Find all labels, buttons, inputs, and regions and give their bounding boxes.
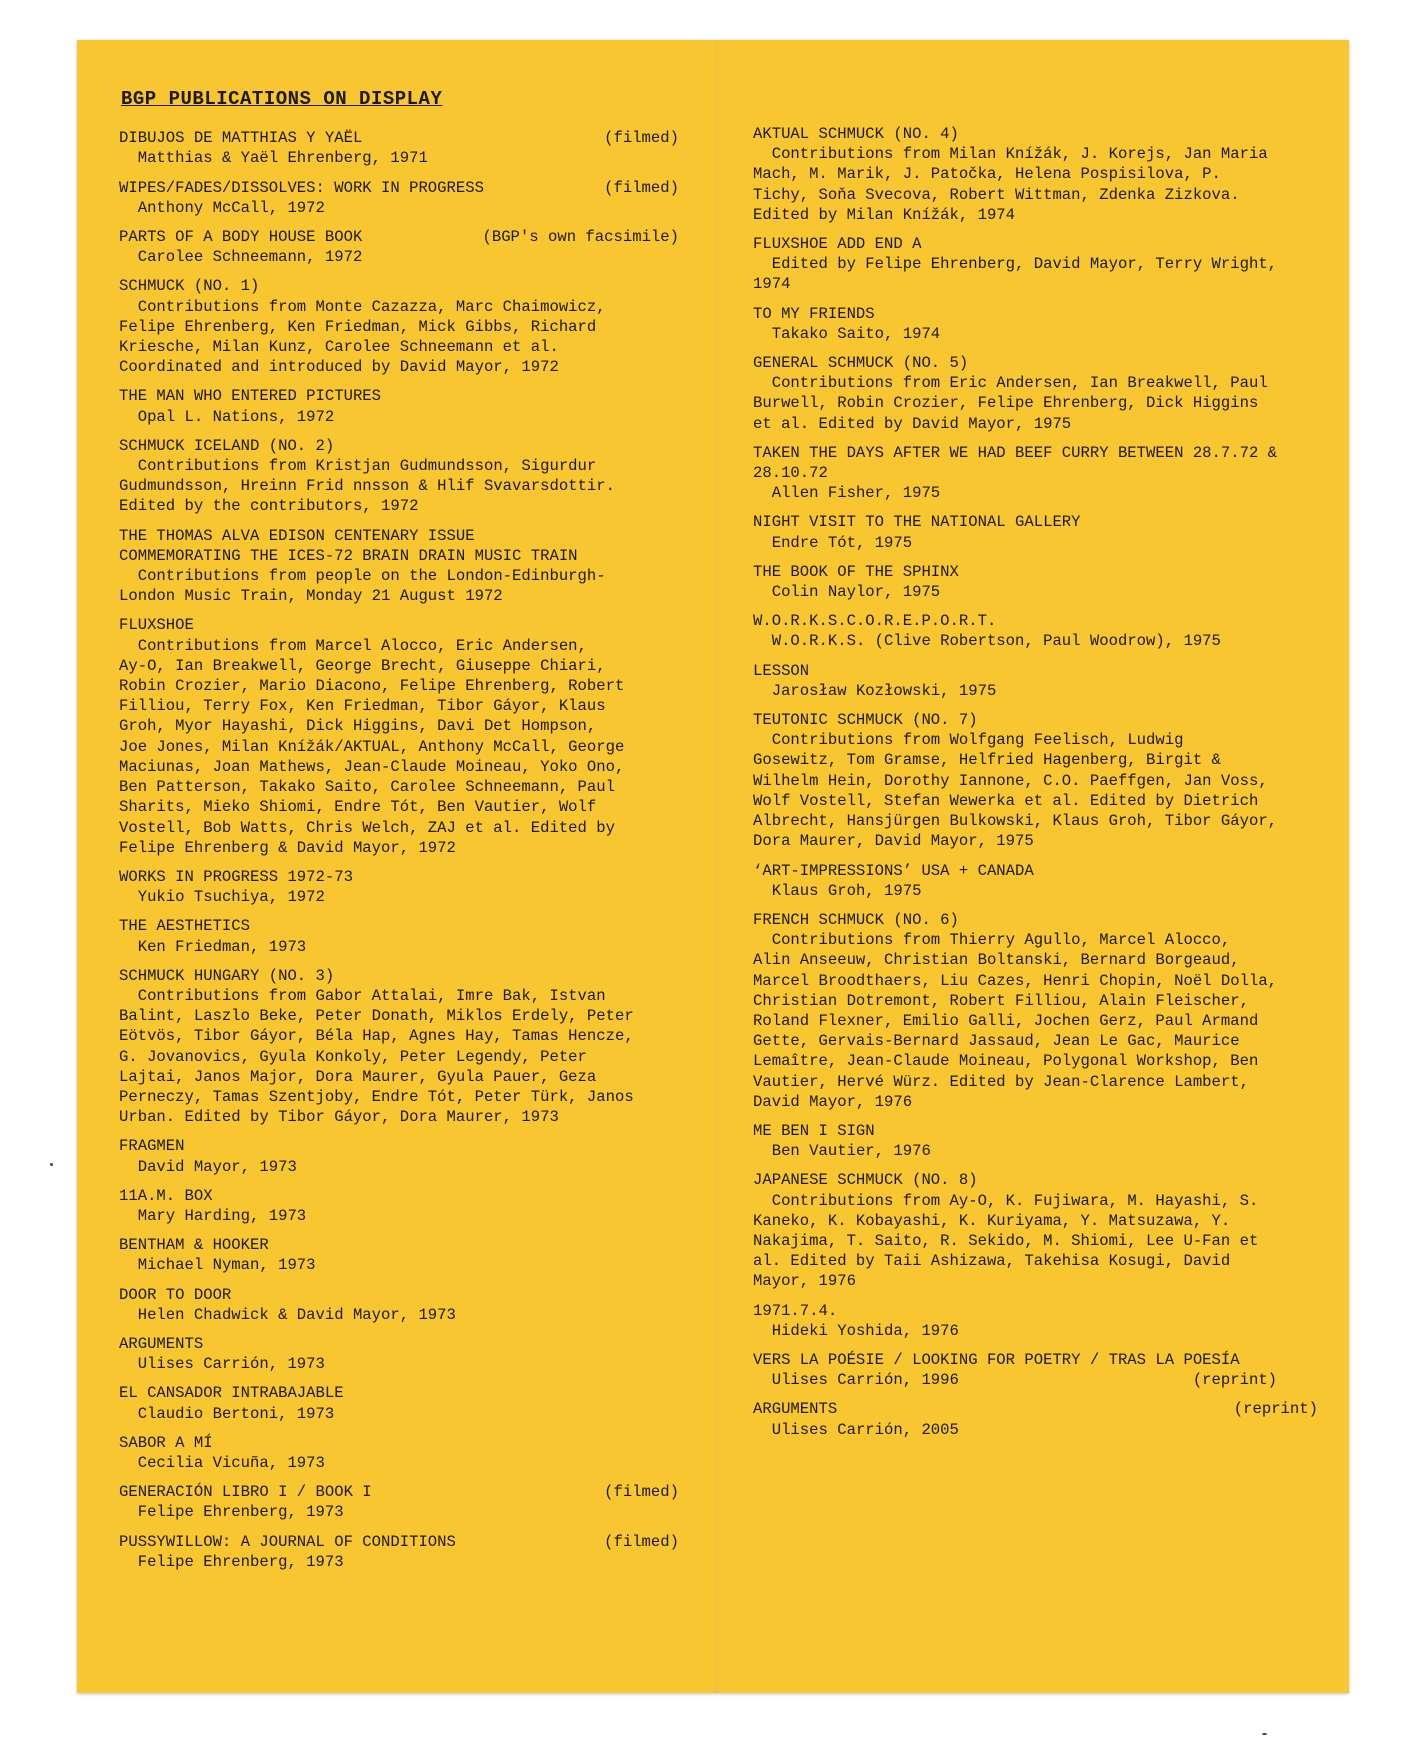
- publication-detail-line: Ay-O, Ian Breakwell, George Brecht, Giuseppe Chiari,: [119, 656, 606, 675]
- publication-entry: [119, 966, 679, 1128]
- publication-detail-line: Robin Crozier, Mario Diacono, Felipe Ehrenberg, Robert: [119, 677, 625, 696]
- publication-entry: [753, 1121, 1318, 1161]
- publication-detail-line: Filliou, Terry Fox, Ken Friedman, Tibor Gáyor, Klaus: [119, 697, 606, 716]
- publication-note: (BGP's own facsimile): [482, 228, 679, 247]
- publication-title: ME BEN I SIGN: [753, 1121, 875, 1140]
- publication-entry: [119, 1136, 679, 1176]
- publication-title-row: [119, 867, 679, 887]
- publication-title-row: [119, 1532, 679, 1552]
- publication-detail-line: Joe Jones, Milan Knížák/AKTUAL, Anthony McCall, George: [119, 737, 625, 756]
- publication-detail-line: Coordinated and introduced by David Mayor, 1972: [119, 358, 559, 377]
- publication-detail-line: Helen Chadwick & David Mayor, 1973: [119, 1305, 456, 1324]
- publication-title-row: [119, 276, 679, 296]
- publication-title: THE BOOK OF THE SPHINX: [753, 562, 959, 581]
- publication-title: 1971.7.4.: [753, 1301, 838, 1320]
- publication-entry: [753, 861, 1318, 901]
- publication-detail-line: Matthias & Yaël Ehrenberg, 1971: [119, 149, 428, 168]
- publication-detail-line: Felipe Ehrenberg, Ken Friedman, Mick Gibbs, Richard: [119, 317, 597, 336]
- publication-title: THE THOMAS ALVA EDISON CENTENARY ISSUE COMMEMORATING THE ICES-72 BRAIN DRAIN MUSIC TRAIN: [119, 526, 578, 565]
- publication-detail-line: Vautier, Hervé Würz. Edited by Jean-Clarence Lambert,: [753, 1072, 1249, 1091]
- publication-entry: [753, 611, 1318, 651]
- publication-detail-line: Wolf Vostell, Stefan Wewerka et al. Edited by Dietrich: [753, 791, 1259, 810]
- publication-detail-line: David Mayor, 1973: [119, 1157, 297, 1176]
- publication-title: PARTS OF A BODY HOUSE BOOK: [119, 228, 363, 247]
- publication-note: (filmed): [604, 178, 679, 197]
- publication-title-row: [753, 1301, 1318, 1321]
- publication-title: DIBUJOS DE MATTHIAS Y YAËL: [119, 129, 363, 148]
- publication-detail-line: Hideki Yoshida, 1976: [753, 1321, 959, 1340]
- publication-detail-line: Maciunas, Joan Mathews, Jean-Claude Moineau, Yoko Ono,: [119, 757, 625, 776]
- publication-detail-line: Edited by Felipe Ehrenberg, David Mayor, Terry Wright,: [753, 255, 1278, 274]
- publication-title: GENERACIÓN LIBRO I / BOOK I: [119, 1483, 372, 1502]
- publication-entry: [753, 1170, 1318, 1291]
- publication-entry: [119, 436, 679, 517]
- publication-title: 11A.M. BOX: [119, 1186, 213, 1205]
- publication-title: W.O.R.K.S.C.O.R.E.P.O.R.T.: [753, 612, 997, 631]
- publication-title: FRAGMEN: [119, 1137, 185, 1156]
- publication-title-row: [753, 661, 1318, 681]
- publication-detail-line: Sharits, Mieko Shiomi, Endre Tót, Ben Vautier, Wolf: [119, 798, 597, 817]
- publication-detail-line: Contributions from Marcel Alocco, Eric Andersen,: [119, 636, 587, 655]
- publication-title-row: [119, 1334, 679, 1354]
- publication-title-row: [119, 178, 679, 198]
- publication-detail-line: Felipe Ehrenberg, 1973: [119, 1552, 344, 1571]
- publication-detail-line: Contributions from people on the London-Edinburgh-: [119, 567, 606, 586]
- publication-detail-line: Kriesche, Milan Kunz, Carolee Schneemann et al.: [119, 338, 559, 357]
- publication-entry: [753, 443, 1318, 504]
- publication-title: JAPANESE SCHMUCK (NO. 8): [753, 1171, 978, 1190]
- publication-detail-line: Yukio Tsuchiya, 1972: [119, 888, 325, 907]
- publication-detail-line: Christian Dotremont, Robert Filliou, Alain Fleischer,: [753, 991, 1249, 1010]
- left-column: [119, 76, 679, 1581]
- publication-title-row: [753, 234, 1318, 254]
- publication-entry: [753, 710, 1318, 851]
- publication-title: ARGUMENTS: [119, 1334, 204, 1353]
- publication-title: THE MAN WHO ENTERED PICTURES: [119, 387, 382, 406]
- publication-title-row: [119, 128, 679, 148]
- publication-detail-line: Contributions from Milan Knížák, J. Korejs, Jan Maria: [753, 145, 1268, 164]
- publication-entry: [119, 227, 679, 267]
- publication-title: AKTUAL SCHMUCK (NO. 4): [753, 125, 959, 143]
- publication-title: GENERAL SCHMUCK (NO. 5): [753, 354, 969, 373]
- publication-detail-line: Burwell, Robin Crozier, Felipe Ehrenberg, Dick Higgins: [753, 394, 1259, 413]
- publication-detail-line: Contributions from Thierry Agullo, Marcel Alocco,: [753, 931, 1231, 950]
- publication-entry: [119, 1235, 679, 1275]
- page-heading: BGP PUBLICATIONS ON DISPLAY: [121, 88, 443, 110]
- paper-speck: [1262, 1733, 1267, 1735]
- publication-title-row: [119, 916, 679, 936]
- publication-detail-line: Urban. Edited by Tibor Gáyor, Dora Maurer, 1973: [119, 1108, 559, 1127]
- publication-entry: [119, 867, 679, 907]
- publication-entry: [119, 1383, 679, 1423]
- publication-detail-line: Endre Tót, 1975: [753, 533, 913, 552]
- publication-title: TEUTONIC SCHMUCK (NO. 7): [753, 711, 978, 730]
- publication-detail-line: Marcel Broodthaers, Liu Cazes, Henri Chopin, Noël Dolla,: [753, 971, 1278, 990]
- publication-title: DOOR TO DOOR: [119, 1285, 232, 1304]
- publication-title-row: [119, 966, 679, 986]
- publication-title: FLUXSHOE ADD END A: [753, 235, 922, 254]
- publication-title: LESSON: [753, 661, 810, 680]
- publication-detail-line: Tichy, Soňa Svecova, Robert Wittman, Zdenka Zizkova.: [753, 185, 1240, 204]
- publication-detail-line: Contributions from Monte Cazazza, Marc Chaimowicz,: [119, 297, 606, 316]
- publication-note: (reprint): [1233, 1400, 1318, 1419]
- publication-detail-line: Ulises Carrión, 2005: [753, 1420, 959, 1439]
- publication-detail-line: Dora Maurer, David Mayor, 1975: [753, 832, 1034, 851]
- publication-title-row: [119, 1285, 679, 1305]
- publication-detail-line: Roland Flexner, Emilio Galli, Jochen Gerz, Paul Armand: [753, 1011, 1259, 1030]
- publication-detail-line: Cecilia Vicuña, 1973: [119, 1453, 325, 1472]
- publication-title: THE AESTHETICS: [119, 917, 251, 936]
- publication-note: (filmed): [604, 1483, 679, 1502]
- publication-entry: [119, 1285, 679, 1325]
- publication-detail-line: Michael Nyman, 1973: [119, 1256, 316, 1275]
- publication-detail-line: Ben Patterson, Takako Saito, Carolee Schneemann, Paul: [119, 778, 615, 797]
- publication-detail-line: Contributions from Eric Andersen, Ian Breakwell, Paul: [753, 374, 1268, 393]
- publication-detail-line: Groh, Myor Hayashi, Dick Higgins, Davi Det Hompson,: [119, 717, 597, 736]
- publication-detail-line: Ulises Carrión, 1996 (reprint): [753, 1371, 1278, 1390]
- publication-detail-line: Ulises Carrión, 1973: [119, 1355, 325, 1374]
- publication-title-row: [753, 910, 1318, 930]
- right-entry-list: [753, 124, 1318, 1440]
- publication-title: WIPES/FADES/DISSOLVES: WORK IN PROGRESS: [119, 178, 484, 197]
- publication-detail-line: Edited by the contributors, 1972: [119, 497, 419, 516]
- publication-title-row: [753, 1170, 1318, 1190]
- publication-detail-line: Takako Saito, 1974: [753, 324, 941, 343]
- publication-detail-line: Contributions from Kristjan Gudmundsson, Sigurdur: [119, 457, 597, 476]
- publication-title: PUSSYWILLOW: A JOURNAL OF CONDITIONS: [119, 1532, 456, 1551]
- publication-entry: [119, 178, 679, 218]
- publication-title-row: [119, 227, 679, 247]
- publication-detail-line: Wilhelm Hein, Dorothy Iannone, C.O. Paeffgen, Jan Voss,: [753, 771, 1268, 790]
- publication-detail-line: Contributions from Gabor Attalai, Imre Bak, Istvan: [119, 986, 606, 1005]
- publication-title: BENTHAM & HOOKER: [119, 1236, 269, 1255]
- publication-detail-line: Eötvös, Tibor Gáyor, Béla Hap, Agnes Hay, Tamas Hencze,: [119, 1027, 634, 1046]
- publication-title: FLUXSHOE: [119, 616, 194, 635]
- publication-detail-line: Edited by Milan Knížák, 1974: [753, 205, 1016, 224]
- publication-title: SABOR A MÍ: [119, 1433, 213, 1452]
- publication-title-row: [753, 1121, 1318, 1141]
- publication-entry: [119, 615, 679, 857]
- publication-detail-line: Nakajima, T. Saito, R. Sekido, M. Shiomi, Lee U-Fan et: [753, 1231, 1259, 1250]
- publication-entry: [119, 526, 679, 607]
- publication-title-row: [753, 562, 1318, 582]
- publication-detail-line: W.O.R.K.S. (Clive Robertson, Paul Woodrow), 1975: [753, 632, 1221, 651]
- publication-title-row: [753, 512, 1318, 532]
- publication-title: WORKS IN PROGRESS 1972-73: [119, 867, 353, 886]
- publication-detail-line: Alin Anseeuw, Christian Boltanski, Bernard Borgeaud,: [753, 951, 1240, 970]
- publication-title-row: [753, 443, 1318, 483]
- publication-entry: [119, 1532, 679, 1572]
- publication-entry: [753, 124, 1318, 225]
- publication-detail-line: Ken Friedman, 1973: [119, 937, 307, 956]
- publication-entry: [119, 916, 679, 956]
- publication-detail-line: Carolee Schneemann, 1972: [119, 248, 363, 267]
- publication-title-row: [119, 1186, 679, 1206]
- publication-title: ‘ART-IMPRESSIONS’ USA + CANADA: [753, 861, 1034, 880]
- publication-detail-line: Opal L. Nations, 1972: [119, 407, 335, 426]
- publication-title-row: [753, 353, 1318, 373]
- left-entry-list: [119, 128, 679, 1572]
- publication-entry: [753, 661, 1318, 701]
- publication-note: (filmed): [604, 129, 679, 148]
- publication-title: TAKEN THE DAYS AFTER WE HAD BEEF CURRY BETWEEN 28.7.72 & 28.10.72: [753, 443, 1278, 483]
- publication-entry: [119, 1433, 679, 1473]
- publication-title-row: [119, 615, 679, 635]
- publication-detail-line: Jarosław Kozłowski, 1975: [753, 681, 997, 700]
- publication-title-row: [753, 861, 1318, 881]
- publication-entry: [753, 562, 1318, 602]
- publication-entry: [119, 386, 679, 426]
- publication-detail-line: Gudmundsson, Hreinn Frid nnsson & Hlif Svavarsdottir.: [119, 477, 615, 496]
- publication-entry: [753, 234, 1318, 295]
- publication-detail-line: Mach, M. Marik, J. Patočka, Helena Pospisilova, P.: [753, 165, 1221, 184]
- publication-title: ARGUMENTS: [753, 1400, 838, 1419]
- publication-entry: [119, 1334, 679, 1374]
- paper-speck: [50, 1163, 53, 1166]
- publication-title-row: [119, 1383, 679, 1403]
- publication-title: VERS LA POÉSIE / LOOKING FOR POETRY / TRAS LA POESÍA: [753, 1350, 1240, 1369]
- publication-detail-line: Claudio Bertoni, 1973: [119, 1404, 335, 1423]
- publication-detail-line: Contributions from Wolfgang Feelisch, Ludwig: [753, 731, 1184, 750]
- publication-title-row: [753, 710, 1318, 730]
- publication-note: (filmed): [604, 1532, 679, 1551]
- publication-detail-line: Perneczy, Tamas Szentjoby, Endre Tót, Peter Türk, Janos: [119, 1087, 634, 1106]
- publication-entry: [753, 304, 1318, 344]
- publication-detail-line: Vostell, Bob Watts, Chris Welch, ZAJ et al. Edited by: [119, 818, 615, 837]
- publication-detail-line: 1974: [753, 275, 791, 294]
- publication-title-row: [119, 1235, 679, 1255]
- publication-title: EL CANSADOR INTRABAJABLE: [119, 1384, 344, 1403]
- publication-entry: [119, 1482, 679, 1522]
- publication-title-row: [753, 1350, 1318, 1370]
- publication-title-row: [753, 304, 1318, 324]
- publication-detail-line: Gette, Gervais-Bernard Jassaud, Jean Le Gac, Maurice: [753, 1032, 1240, 1051]
- publication-entry: [119, 1186, 679, 1226]
- publication-detail-line: Balint, Laszlo Beke, Peter Donath, Miklos Erdely, Peter: [119, 1007, 634, 1026]
- publication-detail-line: Colin Naylor, 1975: [753, 583, 941, 602]
- publication-detail-line: Klaus Groh, 1975: [753, 881, 922, 900]
- publication-title-row: [119, 436, 679, 456]
- publication-entry: [753, 353, 1318, 434]
- publication-detail-line: David Mayor, 1976: [753, 1092, 913, 1111]
- publication-detail-line: Mary Harding, 1973: [119, 1206, 307, 1225]
- publication-detail-line: Lemaître, Jean-Claude Moineau, Polygonal Workshop, Ben: [753, 1052, 1259, 1071]
- publication-title-row: [119, 386, 679, 406]
- publication-title-row: [753, 611, 1318, 631]
- publication-entry: [753, 512, 1318, 552]
- publication-title-row: [753, 124, 1318, 144]
- publication-detail-line: Felipe Ehrenberg & David Mayor, 1972: [119, 838, 456, 857]
- publication-entry: [753, 1301, 1318, 1341]
- publication-detail-line: et al. Edited by David Mayor, 1975: [753, 414, 1072, 433]
- publication-title: NIGHT VISIT TO THE NATIONAL GALLERY: [753, 513, 1081, 532]
- publication-title: SCHMUCK HUNGARY (NO. 3): [119, 966, 335, 985]
- right-column: [753, 124, 1318, 1449]
- publication-detail-line: Lajtai, Janos Major, Dora Maurer, Gyula Pauer, Geza: [119, 1067, 597, 1086]
- publication-detail-line: Contributions from Ay-O, K. Fujiwara, M. Hayashi, S.: [753, 1191, 1259, 1210]
- publication-entry: [119, 128, 679, 168]
- publication-detail-line: Felipe Ehrenberg, 1973: [119, 1503, 344, 1522]
- publication-entry: [753, 910, 1318, 1112]
- publication-detail-line: London Music Train, Monday 21 August 1972: [119, 587, 503, 606]
- publication-title: SCHMUCK (NO. 1): [119, 277, 260, 296]
- publication-detail-line: Mayor, 1976: [753, 1272, 856, 1291]
- publication-detail-line: al. Edited by Taii Ashizawa, Takehisa Kosugi, David: [753, 1252, 1231, 1271]
- publication-title: SCHMUCK ICELAND (NO. 2): [119, 436, 335, 455]
- publication-title-row: [119, 1433, 679, 1453]
- publication-title-row: [119, 526, 679, 566]
- publication-entry: [753, 1399, 1318, 1439]
- center-fold: [716, 40, 719, 1693]
- publication-entry: [119, 276, 679, 377]
- publication-detail-line: Gosewitz, Tom Gramse, Helfried Hagenberg, Birgit &: [753, 751, 1221, 770]
- publication-detail-line: Allen Fisher, 1975: [753, 484, 941, 503]
- publication-detail-line: Kaneko, K. Kobayashi, K. Kuriyama, Y. Matsuzawa, Y.: [753, 1211, 1231, 1230]
- publication-detail-line: Ben Vautier, 1976: [753, 1142, 931, 1161]
- publication-title: TO MY FRIENDS: [753, 304, 875, 323]
- publication-title-row: [753, 1399, 1318, 1419]
- publication-detail-line: Albrecht, Hansjürgen Bulkowski, Klaus Groh, Tibor Gáyor,: [753, 812, 1278, 831]
- publication-detail-line: Anthony McCall, 1972: [119, 198, 325, 217]
- publication-title-row: [119, 1482, 679, 1502]
- publication-detail-line: G. Jovanovics, Gyula Konkoly, Peter Legendy, Peter: [119, 1047, 587, 1066]
- publication-title: FRENCH SCHMUCK (NO. 6): [753, 910, 959, 929]
- publication-entry: [753, 1350, 1318, 1390]
- publication-title-row: [119, 1136, 679, 1156]
